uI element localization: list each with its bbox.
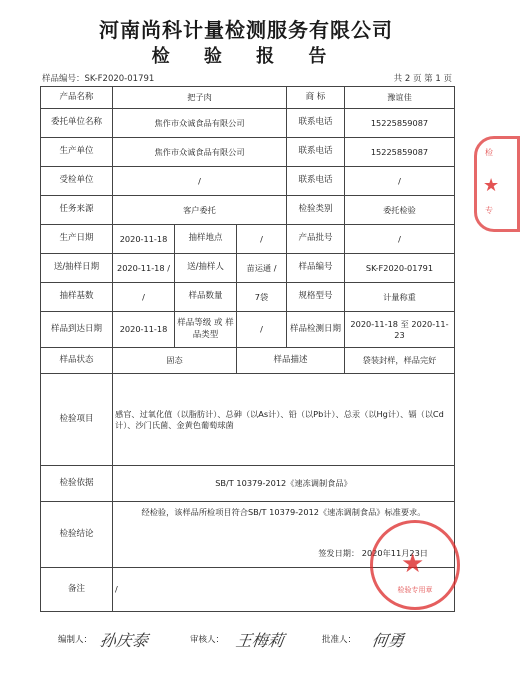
table-row — [41, 466, 455, 502]
cell-label: 生产单位 — [41, 138, 113, 167]
cell-value: 袋装封样，样品完好 — [345, 348, 455, 374]
cell-value: / — [113, 167, 287, 196]
remark-value: / — [113, 568, 455, 612]
table-row — [41, 283, 455, 312]
table-row — [41, 312, 455, 348]
cell-label: 规格型号 — [287, 283, 345, 312]
cell-value: 7袋 — [237, 283, 287, 312]
cell-label: 受检单位 — [41, 167, 113, 196]
cell-value: / — [113, 283, 175, 312]
cell-label: 备注 — [41, 568, 113, 612]
sample-number-label: 样品编号： — [42, 74, 85, 84]
cell-label: 商 标 — [287, 87, 345, 109]
sample-number: SK-F2020-01791 — [84, 74, 155, 84]
edge-seal-star-icon: ★ — [483, 175, 500, 196]
cell-label: 样品状态 — [41, 348, 113, 374]
inspection-basis: SB/T 10379-2012《速冻调制食品》 — [113, 466, 455, 502]
cell-label: 联系电话 — [287, 167, 345, 196]
cell-value: 焦作市众诚食品有限公司 — [113, 109, 287, 138]
table-row — [41, 138, 455, 167]
cell-value: 计量称重 — [345, 283, 455, 312]
cell-value: / — [345, 225, 455, 254]
edge-seal-text-top: 检 — [485, 148, 493, 157]
cell-label: 样品描述 — [237, 348, 345, 374]
cell-label: 联系电话 — [287, 138, 345, 167]
cell-value: 2020-11-18 — [113, 312, 175, 348]
cell-label: 委托单位名称 — [41, 109, 113, 138]
cell-value: / — [237, 225, 287, 254]
cell-value: 2020-11-18 — [113, 225, 175, 254]
cell-label: 样品等级 或 样品类型 — [175, 312, 237, 348]
cell-label: 送/抽样人 — [175, 254, 237, 283]
report-title: 检 验 报 告 — [151, 46, 341, 67]
cell-label: 任务来源 — [41, 196, 113, 225]
reviewer-label: 审核人： — [190, 635, 225, 645]
approver-signature: 何勇 — [370, 631, 406, 650]
stamp-text: 检验专用章 — [397, 586, 433, 594]
table-row — [41, 167, 455, 196]
cell-value: 豫谊佳 — [345, 87, 455, 109]
cell-value: 2020-11-18 至 2020-11-23 — [345, 312, 455, 348]
cell-value: SK-F2020-01791 — [345, 254, 455, 283]
table-row — [41, 109, 455, 138]
table-row — [41, 225, 455, 254]
reviewer-signature: 王梅莉 — [234, 631, 286, 650]
cell-value: 15225859087 — [345, 109, 455, 138]
table-row — [41, 254, 455, 283]
cell-label: 检验项目 — [41, 374, 113, 466]
cell-value: 焦作市众诚食品有限公司 — [113, 138, 287, 167]
cell-value: 苗运通 / — [237, 254, 287, 283]
cell-label: 抽样基数 — [41, 283, 113, 312]
stamp-star-icon: ★ — [401, 549, 425, 579]
table-row — [41, 348, 455, 374]
compiler-label: 编制人： — [58, 635, 93, 645]
cell-value: 固态 — [113, 348, 237, 374]
official-stamp — [370, 520, 460, 610]
cell-label: 送/抽样日期 — [41, 254, 113, 283]
page-info: 共 2 页 第 1 页 — [393, 74, 452, 84]
cell-label: 样品编号 — [287, 254, 345, 283]
table-row — [41, 87, 455, 109]
cell-label: 样品到达日期 — [41, 312, 113, 348]
sign-date: 签发日期： 2020年11月23日 — [318, 547, 428, 558]
cell-label: 样品数量 — [175, 283, 237, 312]
cell-label: 检验依据 — [41, 466, 113, 502]
cell-label: 联系电话 — [287, 109, 345, 138]
cell-label: 产品批号 — [287, 225, 345, 254]
table-row — [41, 196, 455, 225]
cell-label: 检验类别 — [287, 196, 345, 225]
cell-label: 样品检测日期 — [287, 312, 345, 348]
conclusion-text: 经检验，该样品所检项目符合SB/T 10379-2012《速冻调制食品》标准要求。 — [141, 507, 426, 517]
cell-label: 产品名称 — [41, 87, 113, 109]
cell-label: 抽样地点 — [175, 225, 237, 254]
cell-value: / — [345, 167, 455, 196]
cell-value: 客户委托 — [113, 196, 287, 225]
compiler-signature: 孙庆泰 — [98, 631, 150, 650]
sample-number-line — [42, 72, 154, 84]
cell-label: 生产日期 — [41, 225, 113, 254]
cell-value: / — [237, 312, 287, 348]
inspection-items: 感官、过氧化值（以脂肪计）、总砷（以As计）、铅（以Pb计）、总汞（以Hg计）、镉（以Cd计）、沙门氏菌、金黄色葡萄球菌 — [113, 374, 455, 466]
cell-value: 15225859087 — [345, 138, 455, 167]
cell-value: 把子肉 — [113, 87, 287, 109]
edge-seal — [474, 136, 520, 232]
cell-label: 检验结论 — [41, 502, 113, 568]
approver-label: 批准人： — [322, 635, 357, 645]
cell-value: 2020-11-18 / — [113, 254, 175, 283]
edge-seal-text-bottom: 专 — [485, 206, 493, 215]
cell-value: 委托检验 — [345, 196, 455, 225]
institution-title: 河南尚科计量检测服务有限公司 — [99, 18, 393, 42]
table-row — [41, 374, 455, 466]
